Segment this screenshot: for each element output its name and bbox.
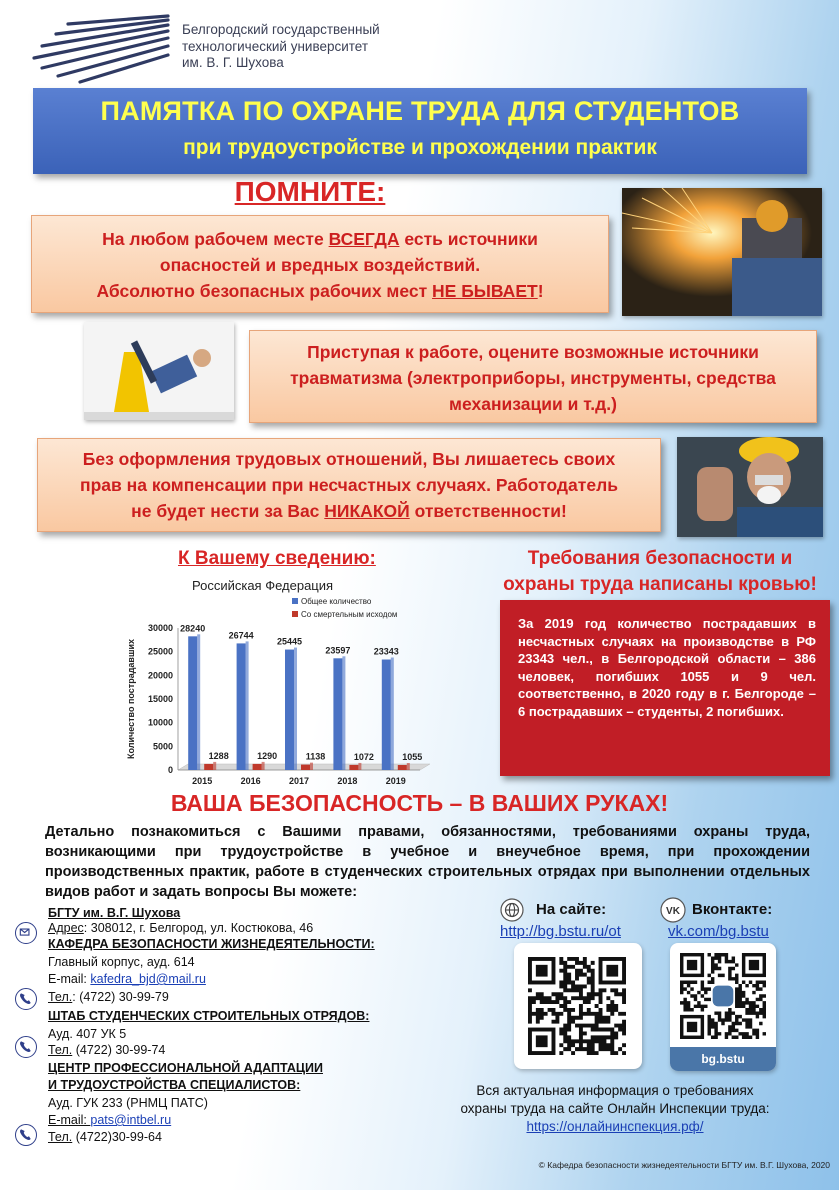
email-label: E-mail: bbox=[48, 1113, 91, 1127]
text: механизации и т.д.) bbox=[449, 394, 617, 414]
bar-side bbox=[213, 762, 216, 770]
title-banner bbox=[33, 88, 807, 174]
bar-side bbox=[391, 658, 394, 770]
x-tick-label: 2019 bbox=[385, 776, 406, 786]
data-label: 1055 bbox=[402, 752, 423, 763]
page-title: ПАМЯТКА ПО ОХРАНЕ ТРУДА ДЛЯ СТУДЕНТОВ bbox=[100, 96, 740, 126]
x-tick-label: 2015 bbox=[192, 776, 213, 786]
legend-label: Со смертельным исходом bbox=[301, 610, 398, 619]
text: Требования безопасности и bbox=[527, 548, 793, 569]
text: Абсолютно безопасных рабочих мест bbox=[96, 281, 433, 301]
mail-icon bbox=[15, 922, 37, 944]
dept-email-link[interactable]: kafedra_bjd@mail.ru bbox=[90, 972, 206, 986]
bar bbox=[333, 658, 342, 770]
text: ответственности! bbox=[409, 501, 567, 521]
vk-label: Вконтакте: bbox=[692, 901, 773, 918]
hq-name: ШТАБ СТУДЕНЧЕСКИХ СТРОИТЕЛЬНЫХ ОТРЯДОВ: bbox=[48, 1009, 370, 1023]
vk-icon-text: VK bbox=[666, 906, 680, 917]
bar bbox=[204, 764, 213, 770]
bar bbox=[382, 660, 391, 770]
x-tick-label: 2017 bbox=[288, 776, 310, 786]
bar bbox=[188, 636, 197, 770]
center-room: Ауд. ГУК 233 (РНМЦ ПАТС) bbox=[48, 1096, 208, 1110]
dept-name: КАФЕДРА БЕЗОПАСНОСТИ ЖИЗНЕДЕЯТЕЛЬНОСТИ: bbox=[48, 937, 375, 951]
phone-icon bbox=[15, 1124, 37, 1146]
bar-side bbox=[294, 648, 297, 770]
y-tick-label: 30000 bbox=[147, 623, 173, 633]
dept-room: Главный корпус, ауд. 614 bbox=[48, 955, 195, 969]
text: Без оформления трудовых отношений, Вы лишаетесь своих bbox=[82, 449, 616, 469]
statistics-text: За 2019 год количество пострадавших в несчастных случаях на производстве в РФ 23343 чел., в Белгородской области – 386 человек, погибших 1055 и 9 чел. соответственно, в 2020 году в г. Белгороде – 6 пострадавших – студенты, 2 погибших. bbox=[518, 616, 816, 719]
data-label: 1290 bbox=[257, 750, 278, 761]
bar-side bbox=[342, 656, 345, 770]
data-label: 28240 bbox=[180, 623, 206, 634]
emphasis-none: НИКАКОЙ bbox=[324, 501, 410, 521]
bar-side bbox=[197, 634, 200, 770]
page-subtitle: при трудоустройстве и прохождении практик bbox=[183, 136, 657, 159]
phone-label: Тел. bbox=[48, 990, 73, 1004]
y-tick-label: 20000 bbox=[147, 670, 173, 681]
bar-side bbox=[310, 763, 313, 770]
site-label: На сайте: bbox=[536, 901, 607, 918]
bar-side bbox=[358, 763, 361, 770]
bar bbox=[398, 765, 407, 770]
text: На любом рабочем месте bbox=[102, 229, 329, 249]
data-label: 23343 bbox=[373, 646, 399, 657]
copyright: © Кафедра безопасности жизнедеятельности БГТУ им. В.Г. Шухова, 2020 bbox=[538, 1160, 830, 1170]
text: есть источники bbox=[399, 229, 538, 249]
data-label: 23597 bbox=[325, 645, 351, 656]
remember-heading: ПОМНИТЕ: bbox=[234, 176, 386, 207]
site-link[interactable]: http://bg.bstu.ru/ot bbox=[500, 923, 621, 940]
vk-qr-card bbox=[670, 943, 776, 1071]
y-tick-label: 5000 bbox=[152, 741, 173, 752]
address bbox=[48, 921, 313, 935]
phone-icon bbox=[15, 988, 37, 1010]
warning-box-hazards bbox=[31, 215, 609, 313]
text: не будет нести за Вас bbox=[131, 501, 325, 521]
email-label: E-mail: bbox=[48, 972, 91, 986]
phone-label: Тел. bbox=[48, 1130, 73, 1144]
text: прав на компенсации при несчастных случаях. Работодатель bbox=[80, 475, 618, 495]
vk-link[interactable]: vk.com/bg.bstu bbox=[668, 923, 769, 940]
site-qr-card bbox=[514, 943, 642, 1069]
y-tick-label: 10000 bbox=[147, 717, 173, 728]
center-phone bbox=[48, 1130, 162, 1144]
address-value: : 308012, г. Белгород, ул. Костюкова, 46 bbox=[83, 921, 314, 935]
university-line: технологический университет bbox=[182, 38, 369, 54]
data-label: 1072 bbox=[353, 751, 374, 762]
text: охраны труда написаны кровью! bbox=[503, 574, 817, 595]
vk-qr-caption: bg.bstu bbox=[670, 1047, 776, 1071]
emphasis-always: ВСЕГДА bbox=[328, 229, 400, 249]
legend-swatch bbox=[292, 611, 298, 617]
bar-side bbox=[262, 762, 265, 770]
slogan: ВАША БЕЗОПАСНОСТЬ – В ВАШИХ РУКАХ! bbox=[170, 790, 669, 816]
injury-bar-chart bbox=[120, 590, 480, 790]
phone-icon bbox=[15, 1036, 37, 1058]
data-label: 1138 bbox=[305, 751, 326, 762]
statistics-box bbox=[500, 600, 830, 776]
vk-icon bbox=[660, 897, 686, 923]
hq-room: Ауд. 407 УК 5 bbox=[48, 1027, 127, 1041]
photo-grinding-sparks bbox=[622, 188, 822, 316]
text: Приступая к работе, оцените возможные источники bbox=[307, 342, 759, 362]
inspection-link[interactable]: https://онлайнинспекция.рф/ bbox=[526, 1119, 704, 1134]
warning-box-assess bbox=[249, 330, 817, 423]
org-name: БГТУ им. В.Г. Шухова bbox=[48, 906, 181, 920]
phone-label: Тел. bbox=[48, 1043, 73, 1057]
dept-email bbox=[48, 972, 206, 986]
hq-phone bbox=[48, 1043, 165, 1057]
center-name-line2: И ТРУДОУСТРОЙСТВА СПЕЦИАЛИСТОВ: bbox=[48, 1078, 301, 1092]
bar bbox=[349, 765, 358, 770]
x-tick-label: 2016 bbox=[240, 776, 261, 786]
globe-icon bbox=[500, 898, 524, 922]
text: Вся актуальная информация о требованиях bbox=[476, 1083, 754, 1098]
center-email bbox=[48, 1113, 171, 1127]
bar bbox=[301, 765, 310, 770]
requirements-heading bbox=[490, 546, 830, 598]
phone-value: (4722) 30-99-74 bbox=[72, 1043, 166, 1057]
data-label: 26744 bbox=[228, 630, 254, 641]
y-axis-label: Количество пострадавших bbox=[126, 639, 136, 759]
y-tick-label: 25000 bbox=[147, 646, 173, 657]
footer-note bbox=[400, 1082, 830, 1136]
university-line: им. В. Г. Шухова bbox=[182, 55, 284, 70]
site-qr-code[interactable] bbox=[528, 957, 626, 1055]
chart-title: Российская Федерация bbox=[192, 578, 334, 593]
bar bbox=[237, 643, 246, 770]
warning-box-employment bbox=[37, 438, 661, 532]
dept-phone bbox=[48, 990, 169, 1004]
bar-side bbox=[246, 641, 249, 770]
university-logo bbox=[28, 10, 178, 90]
text: охраны труда на сайте Онлайн Инспекции труда: bbox=[460, 1101, 770, 1116]
data-label: 25445 bbox=[276, 636, 303, 647]
data-label: 1288 bbox=[208, 750, 229, 761]
phone-value: : (4722) 30-99-79 bbox=[72, 990, 169, 1004]
bar bbox=[285, 650, 294, 770]
phone-value: (4722)30-99-64 bbox=[72, 1130, 162, 1144]
bar bbox=[253, 764, 262, 770]
y-tick-label: 15000 bbox=[147, 694, 173, 704]
center-email-link[interactable]: pats@intbel.ru bbox=[90, 1113, 172, 1127]
university-name bbox=[182, 22, 380, 72]
address-label: Адрес bbox=[48, 921, 84, 935]
legend-label: Общее количество bbox=[301, 597, 372, 606]
text: опасностей и вредных воздействий. bbox=[159, 255, 481, 275]
center-name-line1: ЦЕНТР ПРОФЕССИОНАЛЬНОЙ АДАПТАЦИИ bbox=[48, 1061, 323, 1075]
text: травматизма (электроприборы, инструменты, средства bbox=[290, 368, 776, 388]
photo-slip-fall bbox=[84, 322, 234, 420]
intro-text: Детально познакомиться с Вашими правами, обязанностями, требованиями охраны труда, возникающими при трудоустройстве в учебное и внеучебное время, при прохождении производственных практик, работе в студенческих строительных отрядах при выполнении отдельных видов работ и задать вопросы Вы можете: bbox=[45, 824, 810, 900]
bar-side bbox=[407, 763, 410, 770]
info-heading: К Вашему сведению: bbox=[178, 548, 376, 569]
photo-stop-hand bbox=[677, 437, 823, 537]
x-tick-label: 2018 bbox=[337, 776, 358, 786]
emphasis-never: НЕ БЫВАЕТ bbox=[432, 281, 538, 301]
text: ! bbox=[537, 281, 544, 301]
legend-swatch bbox=[292, 598, 298, 604]
y-tick-label: 0 bbox=[167, 765, 173, 775]
university-line: Белгородский государственный bbox=[182, 22, 380, 37]
vk-qr-code[interactable] bbox=[680, 953, 766, 1039]
